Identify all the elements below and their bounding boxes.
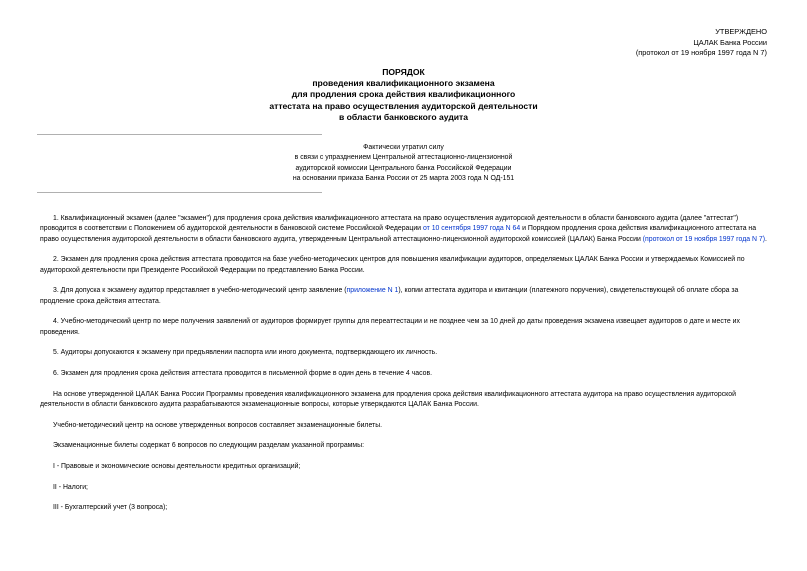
- paragraph-1: [40, 214, 772, 245]
- approval-line-3: (протокол от 19 ноября 1997 года N 7): [635, 48, 767, 58]
- list-item-section-3: III - Бухгалтерский учет (3 вопроса);: [53, 504, 168, 512]
- divider-top: [37, 134, 322, 135]
- paragraph-1-text-b: и Порядком продления срока действия квалификационного аттестата на право осуществления аудиторской деятельности в области банковского аудита, утвержденным Центральной аттестационно-лицензионной аудиторской комиссией (ЦАЛАК) Банка России: [40, 225, 757, 243]
- paragraph-5: 5. Аудиторы допускаются к экзамену при предъявлении паспорта или иного документа, подтверждающего их личность.: [53, 349, 438, 357]
- paragraph-1-text-c: .: [765, 235, 767, 243]
- link-regulation-64[interactable]: от 10 сентября 1997 года N 64: [422, 225, 521, 233]
- list-item-section-2: II - Налоги;: [53, 483, 88, 491]
- notice-line-3: аудиторской комиссии Центрального банка Российской Федерации: [295, 164, 512, 172]
- document-body: [40, 214, 772, 524]
- paragraph-3: [40, 286, 772, 307]
- paragraph-3-text-a: 3. Для допуска к экзамену аудитор представляет в учебно-методический центр заявление (: [53, 287, 347, 295]
- title-line-5: в области банковского аудита: [338, 111, 469, 122]
- title-line-3: для продления срока действия квалификационного: [291, 89, 516, 100]
- title-line-4: аттестата на право осуществления аудиторской деятельности: [269, 100, 538, 111]
- paragraph-8: Учебно-методический центр на основе утвержденных вопросов составляет экзаменационные билеты.: [53, 421, 383, 429]
- title-line-2: проведения квалификационного экзамена: [312, 78, 495, 89]
- paragraph-4: 4. Учебно-методический центр по мере получения заявлений от аудиторов формирует группы для переаттестации и не позднее чем за 10 дней до даты проведения экзамена извещает аудиторов о дате и месте их проведения.: [40, 318, 740, 336]
- notice-line-1: Фактически утратил силу: [363, 144, 444, 151]
- title-line-1: ПОРЯДОК: [382, 67, 425, 77]
- paragraph-6: 6. Экзамен для продления срока действия аттестата проводится в письменной форме в один день в течение 4 часов.: [53, 369, 433, 377]
- list-item-section-1: I - Правовые и экономические основы деятельности кредитных организаций;: [53, 462, 301, 470]
- status-notice: [0, 143, 807, 185]
- document-title: [0, 67, 807, 123]
- paragraph-2: 2. Экзамен для продления срока действия аттестата проводится на базе учебно-методических центров для повышения квалификации аудиторов, определяемых ЦАЛАК Банка России и утверждаемых Комиссией по аудиторской деятельности при Президенте Российской Федерации по представлению Банка России.: [40, 256, 745, 274]
- link-appendix-1[interactable]: приложение N 1: [346, 287, 399, 295]
- notice-line-2: в связи с упразднением Центральной аттестационно-лицензионной: [294, 154, 513, 162]
- notice-line-4: на основании приказа Банка России от 25 марта 2003 года N ОД-151: [292, 175, 515, 183]
- divider-bottom: [37, 192, 322, 193]
- approval-stamp: [636, 27, 767, 59]
- paragraph-1-text-a: 1. Квалификационный экзамен (далее "экзамен") для продления срока действия квалификационного аттестата на право осуществления аудиторской деятельности в области банковского аудита (далее "аттестат") проводится в соответствии с Положением об аудиторской деятельности в банковской системе Российской Федерации: [40, 215, 739, 233]
- link-protocol-7[interactable]: (протокол от 19 ноября 1997 года N 7): [642, 235, 765, 243]
- approval-line-1: УТВЕРЖДЕНО: [715, 27, 767, 36]
- paragraph-9: Экзаменационные билеты содержат 6 вопросов по следующим разделам указанной программы:: [53, 442, 364, 450]
- paragraph-3-text-b: ), копии аттестата аудитора и квитанции (платежного поручения), свидетельствующей об оплате сбора за продление срока действия аттестата.: [40, 287, 739, 305]
- paragraph-7: На основе утвержденной ЦАЛАК Банка России Программы проведения квалификационного экзамена для продления срока действия квалификационного аттестата аудитора на право осуществления аудиторской деятельности в области банковского аудита разрабатываются экзаменационные вопросы, которые утверждаются ЦАЛАК Банка России.: [40, 390, 736, 408]
- approval-line-2: ЦАЛАК Банка России: [693, 37, 767, 47]
